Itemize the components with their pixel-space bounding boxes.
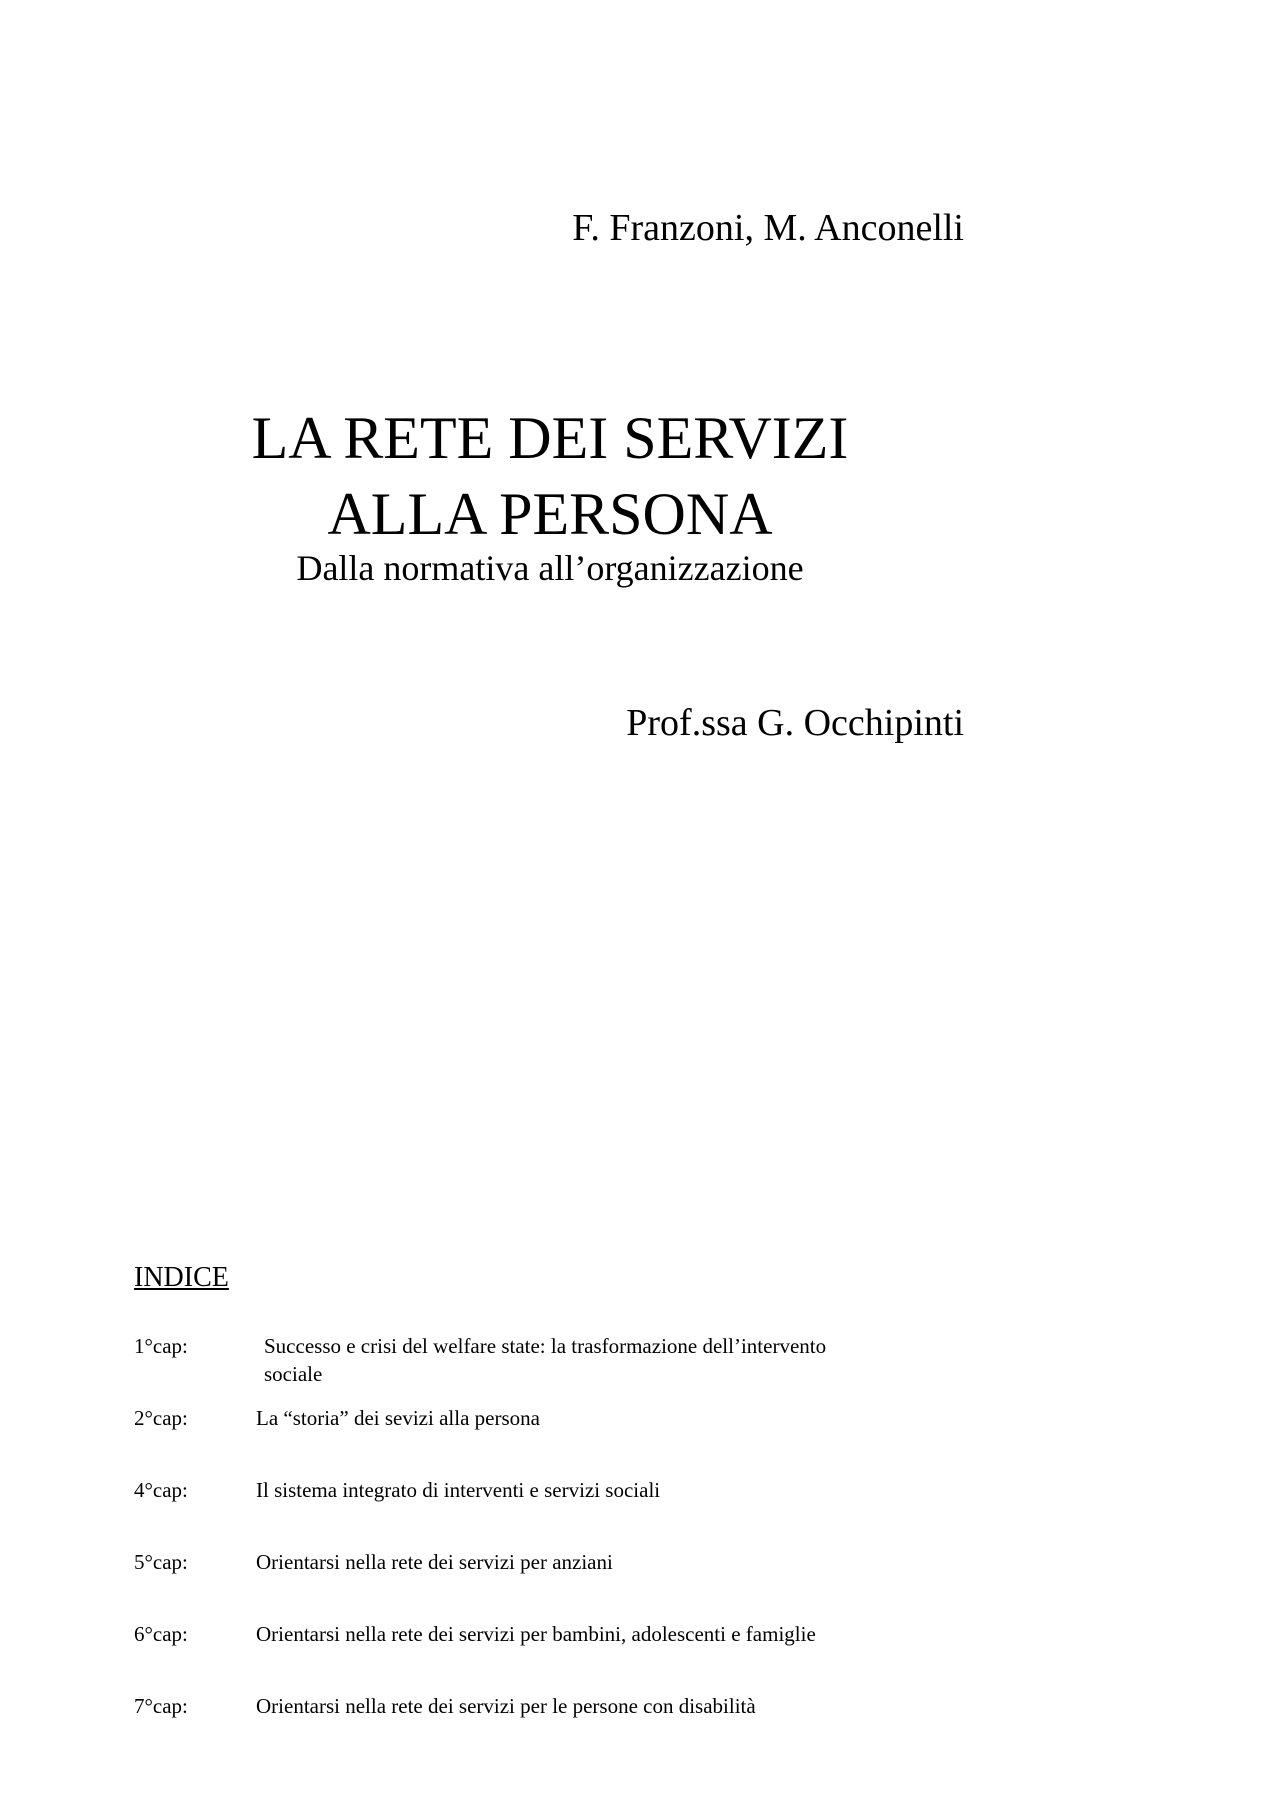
toc-chapter-number: 6°cap: [134, 1622, 188, 1646]
toc-chapter-number: 2°cap: [134, 1406, 188, 1430]
title-block [200, 400, 900, 590]
toc-entry [134, 1692, 1034, 1732]
toc-chapter-number: 1°cap: [134, 1334, 188, 1358]
toc-chapter-title: La “storia” dei sevizi alla persona [256, 1406, 540, 1430]
toc-chapter-number: 4°cap: [134, 1478, 188, 1502]
toc-chapter-number: 5°cap: [134, 1550, 188, 1574]
toc-entry [134, 1332, 1034, 1404]
toc-chapter-title-line-1: Successo e crisi del welfare state: la trasformazione dell’intervento [264, 1334, 827, 1358]
table-of-contents [134, 1332, 1034, 1732]
toc-chapter-number: 7°cap: [134, 1694, 188, 1718]
toc-entry [134, 1476, 1034, 1548]
toc-entry [134, 1548, 1034, 1620]
toc-chapter-title: Orientarsi nella rete dei servizi per bambini, adolescenti e famiglie [256, 1622, 816, 1646]
title-line-2: ALLA PERSONA [327, 481, 773, 547]
subtitle: Dalla normativa all’organizzazione [296, 548, 804, 588]
authors: F. Franzoni, M. Anconelli [572, 207, 964, 249]
index-heading: INDICE [134, 1262, 229, 1293]
toc-chapter-title-line-2: sociale [264, 1362, 323, 1386]
professor: Prof.ssa G. Occhipinti [626, 702, 964, 744]
toc-chapter-title [256, 1332, 956, 1388]
toc-entry [134, 1404, 1034, 1476]
toc-chapter-title: Orientarsi nella rete dei servizi per le persone con disabilità [256, 1694, 756, 1718]
title-line-1: LA RETE DEI SERVIZI [251, 405, 849, 471]
toc-entry [134, 1620, 1034, 1692]
toc-chapter-title: Il sistema integrato di interventi e servizi sociali [256, 1478, 661, 1502]
toc-chapter-title: Orientarsi nella rete dei servizi per anziani [256, 1550, 613, 1574]
